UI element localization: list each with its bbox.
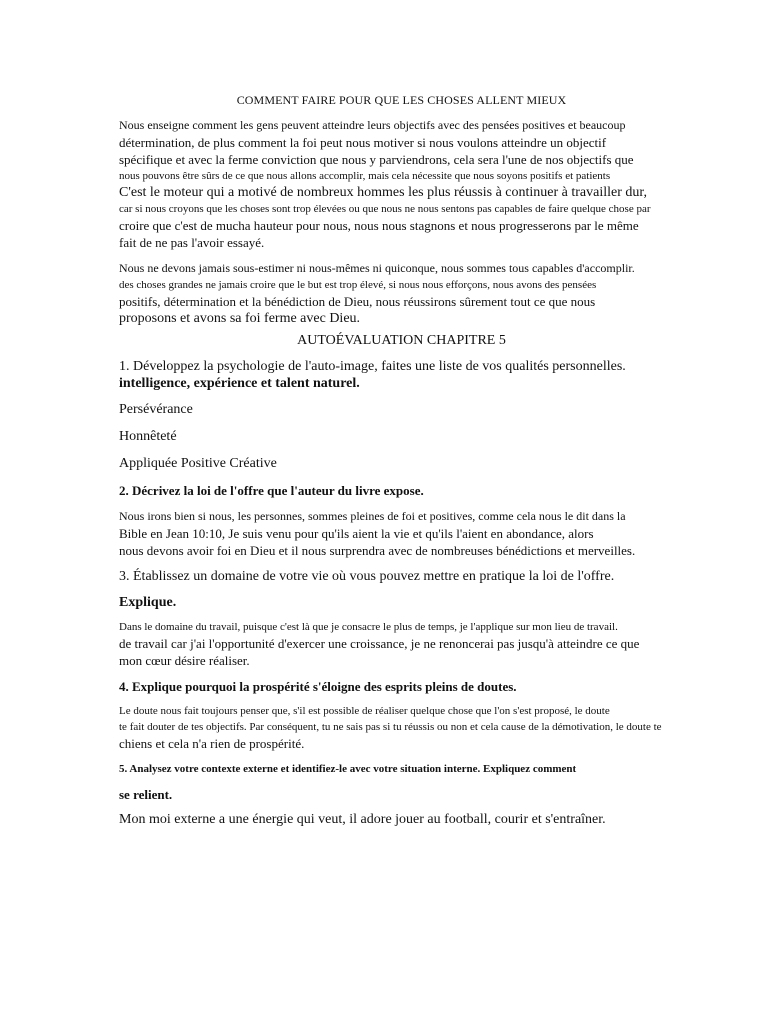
answer-2 [119,508,684,559]
intro-line: Nous enseigne comment les gens peuvent atteindre leurs objectifs avec des pensées positives et beaucoup [119,118,626,132]
answer-line: chiens et cela n'a rien de prospérité. [119,736,305,751]
intro-line: nous pouvons être sûrs de ce que nous allons accomplir, mais cela nécessite que nous soyons positifs et patients [119,170,611,182]
answer-line: Bible en Jean 10:10, Je suis venu pour qu'ils aient la vie et qu'ils l'aient en abondance, alors [119,526,594,541]
question-5-sub: se relient. [119,787,173,802]
answer-3 [119,619,684,669]
chapter-heading: AUTOÉVALUATION CHAPITRE 5 [297,333,506,348]
intro-line: croire que c'est de mucha hauteur pour nous, nous nous stagnons et nous progresserons par le même [119,218,639,233]
question-5: 5. Analysez votre contexte externe et identifiez-le avec votre situation interne. Expliquez comment [119,763,577,775]
answer-line: mon cœur désire réaliser. [119,653,250,668]
question-2: 2. Décrivez la loi de l'offre que l'auteur du livre expose. [119,483,424,498]
document-title: COMMENT FAIRE POUR QUE LES CHOSES ALLENT MIEUX [236,93,567,107]
answer-line: nous devons avoir foi en Dieu et il nous surprendra avec de nombreuses bénédictions et merveilles. [119,543,636,558]
quality-item: Honnêteté [119,429,177,444]
intro-paragraph [119,117,684,251]
quality-item: Appliquée Positive Créative [119,456,277,471]
second-line: des choses grandes ne jamais croire que le but est trop élevé, si nous nous efforçons, nous avons des pensées [119,279,597,291]
question-3: 3. Établissez un domaine de votre vie où vous pouvez mettre en pratique la loi de l'offre. [119,569,615,584]
answer-line: Le doute nous fait toujours penser que, s'il est possible de réaliser quelque chose que l'on s'est proposé, le doute [119,705,610,717]
second-line: Nous ne devons jamais sous-estimer ni nous-mêmes ni quiconque, nous sommes tous capables d'accomplir. [119,261,635,275]
answer-line: Dans le domaine du travail, puisque c'est là que je consacre le plus de temps, je l'applique sur mon lieu de travail. [119,621,618,633]
question-1: 1. Développez la psychologie de l'auto-image, faites une liste de vos qualités personnelles. [119,359,626,374]
second-line: proposons et avons sa foi ferme avec Dieu. [119,311,361,326]
intro-line: spécifique et avec la ferme conviction que nous y parviendrons, cela sera l'une de nos objectifs que [119,152,634,167]
answer-line: de travail car j'ai l'opportunité d'exercer une croissance, je ne renoncerai pas jusqu'à atteindre ce que [119,636,640,651]
intro-line: C'est le moteur qui a motivé de nombreux hommes les plus réussis à continuer à travailler dur, [119,185,648,200]
intro-line: fait de ne pas l'avoir essayé. [119,235,265,250]
document-page [119,93,684,828]
answer-line: Nous irons bien si nous, les personnes, sommes pleines de foi et positives, comme cela nous le dit dans la [119,509,626,523]
answer-1-bold: intelligence, expérience et talent naturel. [119,376,360,391]
quality-item: Persévérance [119,402,193,417]
intro-line: car si nous croyons que les choses sont trop élevées ou que nous ne nous sentons pas capables de faire quelque chose par [119,203,651,215]
second-line: positifs, détermination et la bénédiction de Dieu, nous réussirons sûrement tout ce que nous [119,294,596,309]
answer-line: te fait douter de tes objectifs. Par conséquent, tu ne sais pas si tu réussis ou non et cela cause de la démotivation, le doute te [119,721,662,733]
question-4: 4. Explique pourquoi la prospérité s'éloigne des esprits pleins de doutes. [119,679,517,694]
answer-4 [119,703,684,752]
question-3-sub: Explique. [119,595,177,610]
intro-line: détermination, de plus comment la foi peut nous motiver si nous voulons atteindre un objectif [119,135,607,150]
answer-5: Mon moi externe a une énergie qui veut, il adore jouer au football, courir et s'entraîner. [119,812,606,827]
second-paragraph [119,260,684,327]
